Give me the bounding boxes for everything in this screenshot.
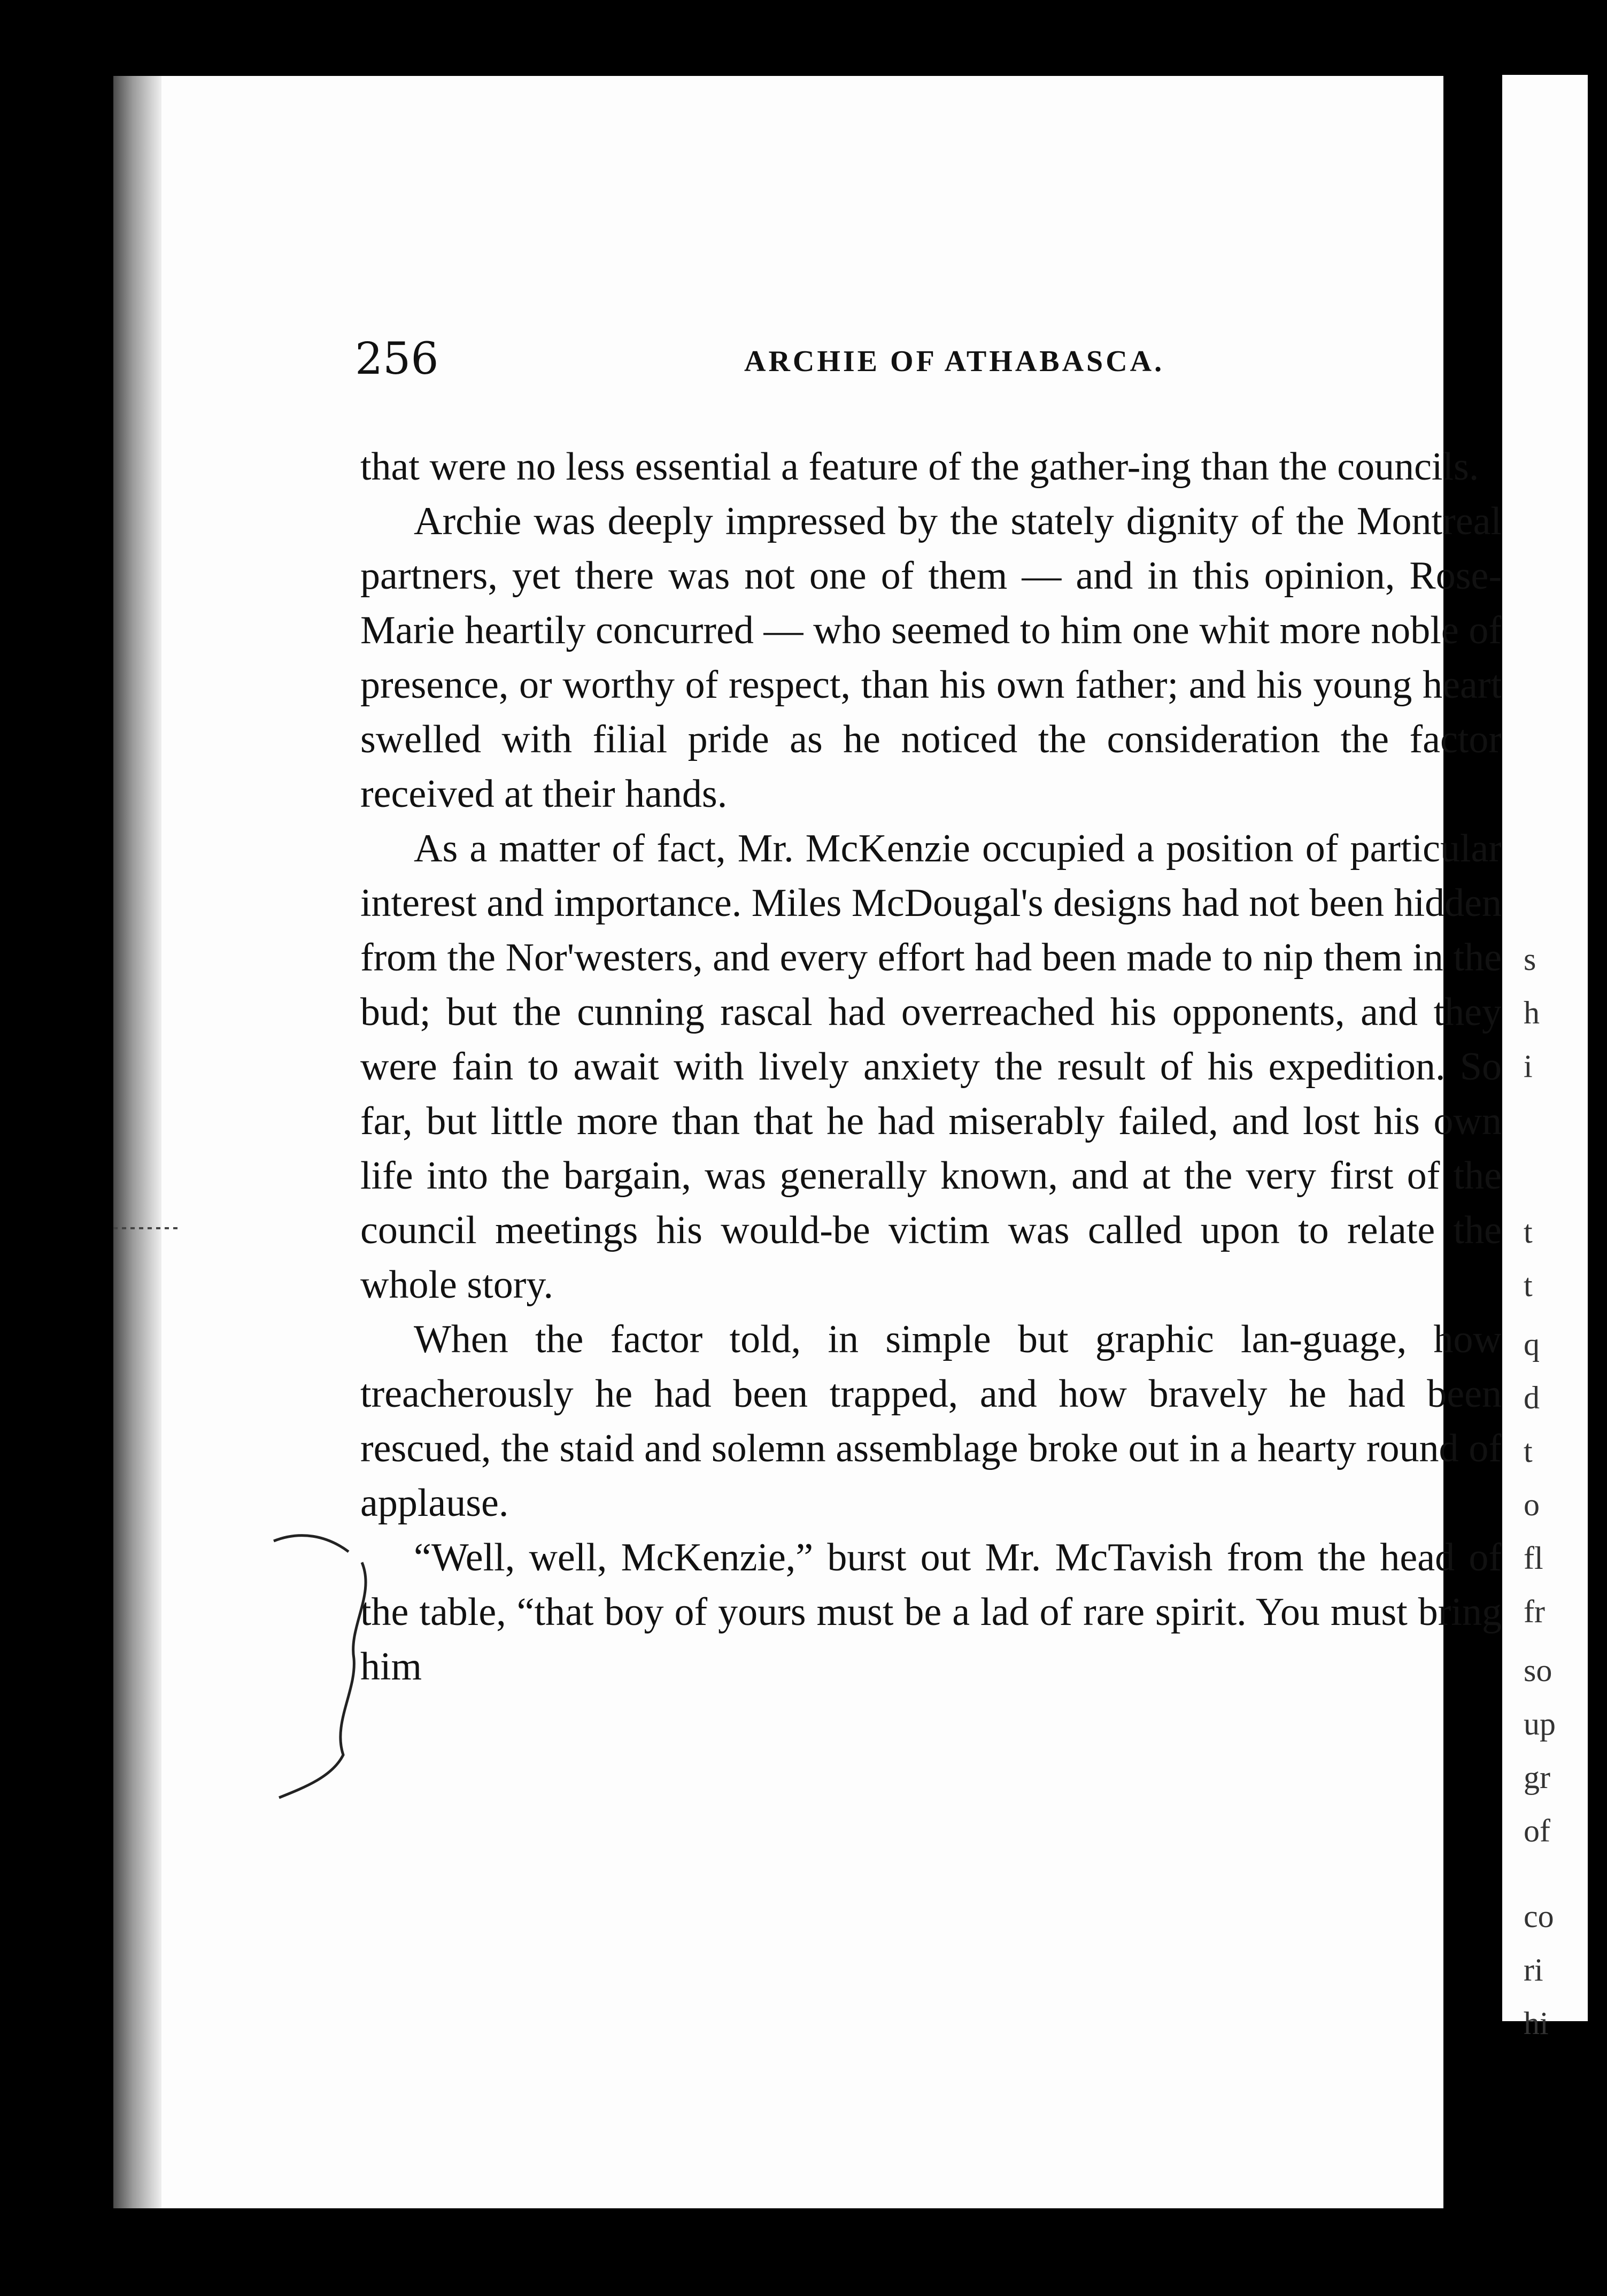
adjacent-page-edge — [1502, 75, 1588, 2041]
margin-pen-mark — [268, 1530, 386, 1819]
page-header — [113, 334, 1443, 392]
adjacent-page-fragment: t — [1524, 1434, 1533, 1469]
running-title: ARCHIE OF ATHABASCA. — [744, 345, 1165, 378]
adjacent-page-fragment: gr — [1524, 1760, 1550, 1795]
margin-pen-mark — [113, 1220, 188, 1236]
adjacent-page-fragment: q — [1524, 1327, 1540, 1362]
adjacent-page-fragment: fl — [1524, 1540, 1543, 1576]
adjacent-page-fragment: co — [1524, 1899, 1554, 1934]
gutter-shadow — [113, 76, 161, 2208]
body-text — [360, 440, 1502, 1694]
adjacent-page-fragment: fr — [1524, 1594, 1545, 1629]
adjacent-page-fragment: i — [1524, 1049, 1533, 1084]
adjacent-page-fragment: up — [1524, 1706, 1556, 1742]
adjacent-page-fragment: t — [1524, 1214, 1533, 1250]
adjacent-page-fragment: s — [1524, 942, 1536, 977]
adjacent-page-fragment: ri — [1524, 1952, 1543, 1987]
adjacent-page-fragment: so — [1524, 1653, 1552, 1688]
paragraph: that were no less essential a feature of the gather-ing than the councils. — [360, 445, 1479, 489]
page-number: 256 — [355, 334, 439, 384]
adjacent-page-fragment: hi — [1524, 2006, 1549, 2041]
adjacent-page-fragment: o — [1524, 1487, 1540, 1522]
paragraph: Archie was deeply impressed by the stately dignity of the Montreal partners, yet there was not one of them — and in this opinion, Rose-Marie heartily concurred — who seemed to him one whit more noble of presence, or worthy of respect, than his own father; and his young heart swelled with filial pride as he noticed the consideration the factor received at their hands. — [360, 499, 1502, 816]
adjacent-page-fragment: of — [1524, 1813, 1550, 1848]
paragraph: “Well, well, McKenzie,” burst out Mr. McTavish from the head of the table, “that boy of yours must be a lad of rare spirit. You must bring him — [360, 1536, 1502, 1689]
book-page — [113, 76, 1502, 2208]
paragraph: As a matter of fact, Mr. McKenzie occupied a position of particular interest and importance. Miles McDougal's designs had not been hidden from the Nor'westers, and every effort had been made to nip them in the bud; but the cunning rascal had overreached his opponents, and they were fain to await with lively anxiety the result of his expedition. So far, but little more than that he had miserably failed, and lost his own life into the bargain, was generally known, and at the very first of the council meetings his would-be victim was called upon to relate the whole story. — [360, 827, 1502, 1307]
adjacent-page-fragment: t — [1524, 1268, 1533, 1303]
adjacent-page-fragment: h — [1524, 995, 1540, 1030]
adjacent-page-fragment: d — [1524, 1380, 1540, 1415]
paragraph: When the factor told, in simple but graphic lan-guage, how treacherously he had been trapped, and how bravely he had been rescued, the staid and solemn assemblage broke out in a hearty round of applause. — [360, 1317, 1502, 1525]
